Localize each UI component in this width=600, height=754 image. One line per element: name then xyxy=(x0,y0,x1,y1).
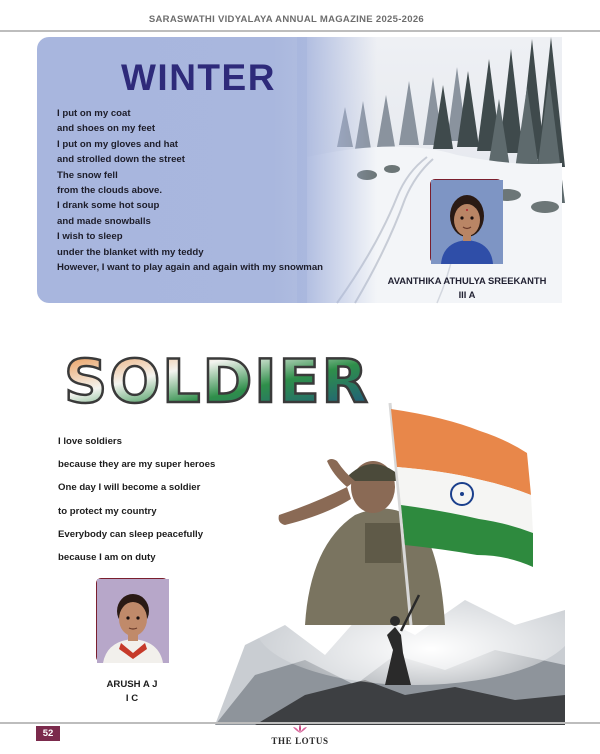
poem-line: One day I will become a soldier xyxy=(58,482,201,494)
poem-line: I love soldiers xyxy=(58,436,122,447)
girl-portrait-icon xyxy=(431,180,503,264)
author-class: III A xyxy=(458,288,476,300)
poem-line: The snow fell xyxy=(57,169,118,181)
poem-line: to protect my country xyxy=(58,505,157,517)
header-divider xyxy=(0,30,600,32)
soldier-poem-text xyxy=(58,430,258,569)
logo-text: THE LOTUS xyxy=(271,736,329,746)
boy-portrait-icon xyxy=(97,579,169,663)
winter-poem-title: WINTER xyxy=(121,57,276,98)
author-name: AVANTHIKA ATHULYA SREEKANTH xyxy=(387,275,547,286)
poem-line: and shoes on my feet xyxy=(57,123,156,135)
poem-line: and strolled down the street xyxy=(57,154,185,166)
page-number-badge: 52 xyxy=(36,726,60,741)
poem-line: I wish to sleep xyxy=(57,231,123,243)
poem-line: I put on my coat xyxy=(57,108,131,119)
soldier-author-credit xyxy=(62,678,202,705)
poem-line: because I am on duty xyxy=(58,552,156,564)
soldier-with-flag-illustration xyxy=(215,395,565,725)
author-class: I C xyxy=(125,692,139,704)
winter-poem-text xyxy=(57,106,357,275)
poem-line: I put on my gloves and hat xyxy=(57,138,178,150)
author-photo-arush xyxy=(96,578,168,662)
winter-poem-panel xyxy=(37,37,562,303)
poem-line: Everybody can sleep peacefully xyxy=(58,528,204,540)
poem-line: because they are my super heroes xyxy=(58,459,216,471)
soldier-title-text: SOLDIER xyxy=(64,347,370,417)
poem-line: I drank some hot soup xyxy=(57,200,160,212)
poem-line: under the blanket with my teddy xyxy=(57,246,204,258)
lotus-icon xyxy=(293,724,307,734)
magazine-logo xyxy=(264,724,336,750)
winter-author-credit xyxy=(377,274,557,301)
author-name: ARUSH A J xyxy=(106,679,158,690)
poem-line: However, I want to play again and again with my snowman xyxy=(57,262,324,274)
poem-line: from the clouds above. xyxy=(57,185,163,197)
author-photo-avanthika xyxy=(430,179,502,263)
magazine-title: SARASWATHI VIDYALAYA ANNUAL MAGAZINE 2025-2026 xyxy=(148,14,424,25)
page-header xyxy=(0,0,600,36)
poem-line: and made snowballs xyxy=(57,215,151,227)
